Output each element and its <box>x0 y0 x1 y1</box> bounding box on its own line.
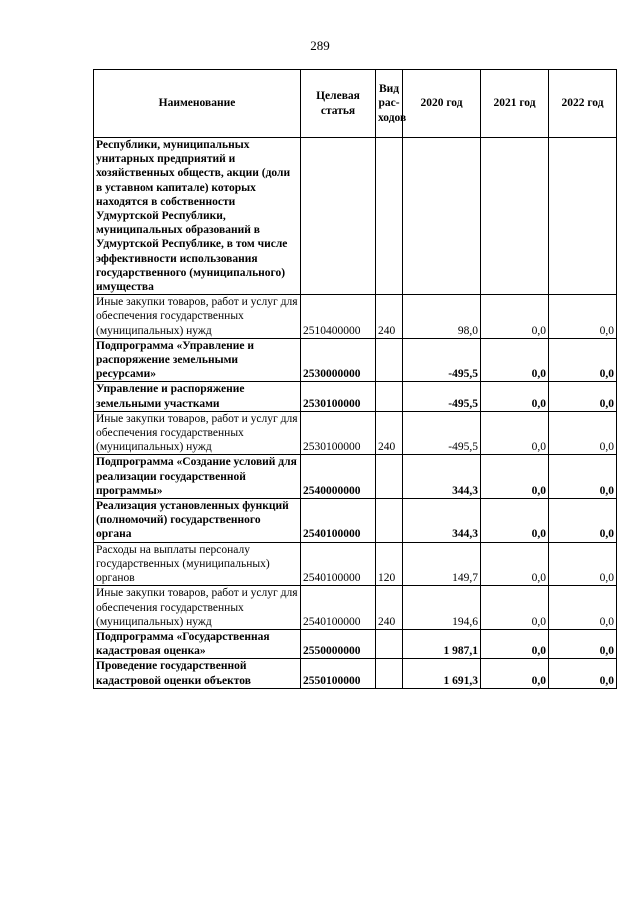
row-expense-type: 240 <box>376 295 403 339</box>
row-value-2022: 0,0 <box>549 499 617 543</box>
row-value-2022: 0,0 <box>549 659 617 688</box>
page-number: 289 <box>310 38 330 53</box>
row-value-2022: 0,0 <box>549 295 617 339</box>
row-value-2021: 0,0 <box>481 338 549 382</box>
row-value-2022: 0,0 <box>549 338 617 382</box>
row-value-2022: 0,0 <box>549 411 617 455</box>
row-expense-type <box>376 499 403 543</box>
row-target-code: 2540100000 <box>301 586 376 630</box>
row-value-2022: 0,0 <box>549 586 617 630</box>
row-name: Расходы на выплаты персоналу государственных (муниципальных) органов <box>94 542 301 586</box>
row-expense-type <box>376 659 403 688</box>
row-value-2020: -495,5 <box>403 338 481 382</box>
row-target-code: 2530100000 <box>301 382 376 411</box>
row-name: Иные закупки товаров, работ и услуг для обеспечения государственных (муниципальных) нужд <box>94 295 301 339</box>
row-value-2021: 0,0 <box>481 295 549 339</box>
table-row <box>94 659 617 688</box>
table-row <box>94 295 617 339</box>
header-2022: 2022 год <box>549 70 617 138</box>
row-value-2021 <box>481 138 549 295</box>
row-name: Иные закупки товаров, работ и услуг для обеспечения государственных (муниципальных) нужд <box>94 586 301 630</box>
table-row <box>94 138 617 295</box>
row-name: Республики, муниципальных унитарных предприятий и хозяйственных обществ, акции (доли в уставном капитале) которых находятся в собственности Удмуртской Республики, муниципальных образований в Удмуртской Республике, в том числе эффективности использования государственного (муниципального) имущества <box>94 138 301 295</box>
row-value-2020: -495,5 <box>403 411 481 455</box>
row-value-2020: 344,3 <box>403 499 481 543</box>
row-value-2020 <box>403 138 481 295</box>
row-value-2020: 194,6 <box>403 586 481 630</box>
budget-table <box>93 69 617 689</box>
table-row <box>94 338 617 382</box>
row-value-2021: 0,0 <box>481 382 549 411</box>
row-target-code: 2530000000 <box>301 338 376 382</box>
row-target-code: 2530100000 <box>301 411 376 455</box>
header-code: Целевая статья <box>301 70 376 138</box>
row-expense-type <box>376 629 403 658</box>
row-value-2021: 0,0 <box>481 455 549 499</box>
row-value-2020: 1 987,1 <box>403 629 481 658</box>
table-row <box>94 411 617 455</box>
row-name: Подпрограмма «Создание условий для реализации государственной программы» <box>94 455 301 499</box>
row-value-2022 <box>549 138 617 295</box>
row-value-2021: 0,0 <box>481 659 549 688</box>
row-value-2020: 344,3 <box>403 455 481 499</box>
row-value-2022: 0,0 <box>549 382 617 411</box>
row-expense-type <box>376 382 403 411</box>
row-target-code: 2540100000 <box>301 542 376 586</box>
row-name: Подпрограмма «Управление и распоряжение земельными ресурсами» <box>94 338 301 382</box>
row-value-2020: -495,5 <box>403 382 481 411</box>
table-row <box>94 542 617 586</box>
row-expense-type <box>376 138 403 295</box>
row-name: Подпрограмма «Государственная кадастровая оценка» <box>94 629 301 658</box>
row-target-code: 2510400000 <box>301 295 376 339</box>
row-expense-type: 120 <box>376 542 403 586</box>
row-expense-type <box>376 455 403 499</box>
table-row <box>94 586 617 630</box>
row-value-2021: 0,0 <box>481 542 549 586</box>
row-target-code: 2550000000 <box>301 629 376 658</box>
row-value-2020: 1 691,3 <box>403 659 481 688</box>
row-name: Проведение государственной кадастровой оценки объектов <box>94 659 301 688</box>
row-expense-type <box>376 338 403 382</box>
row-expense-type: 240 <box>376 411 403 455</box>
header-name: Наименование <box>94 70 301 138</box>
row-target-code: 2540100000 <box>301 499 376 543</box>
row-value-2022: 0,0 <box>549 629 617 658</box>
table-row <box>94 455 617 499</box>
row-value-2022: 0,0 <box>549 455 617 499</box>
row-value-2022: 0,0 <box>549 542 617 586</box>
table-row <box>94 629 617 658</box>
row-expense-type: 240 <box>376 586 403 630</box>
row-value-2021: 0,0 <box>481 629 549 658</box>
row-name: Управление и распоряжение земельными участками <box>94 382 301 411</box>
header-2020: 2020 год <box>403 70 481 138</box>
row-name: Иные закупки товаров, работ и услуг для обеспечения государственных (муниципальных) нужд <box>94 411 301 455</box>
header-2021: 2021 год <box>481 70 549 138</box>
row-value-2020: 98,0 <box>403 295 481 339</box>
row-name: Реализация установленных функций (полномочий) государственного органа <box>94 499 301 543</box>
table-row <box>94 499 617 543</box>
row-target-code: 2540000000 <box>301 455 376 499</box>
row-value-2021: 0,0 <box>481 586 549 630</box>
table-row <box>94 382 617 411</box>
header-expense-type: Вид рас-ходов <box>376 70 403 138</box>
table-body <box>94 138 617 689</box>
table-header-row <box>94 70 617 138</box>
row-value-2021: 0,0 <box>481 499 549 543</box>
row-target-code: 2550100000 <box>301 659 376 688</box>
row-value-2021: 0,0 <box>481 411 549 455</box>
row-target-code <box>301 138 376 295</box>
row-value-2020: 149,7 <box>403 542 481 586</box>
